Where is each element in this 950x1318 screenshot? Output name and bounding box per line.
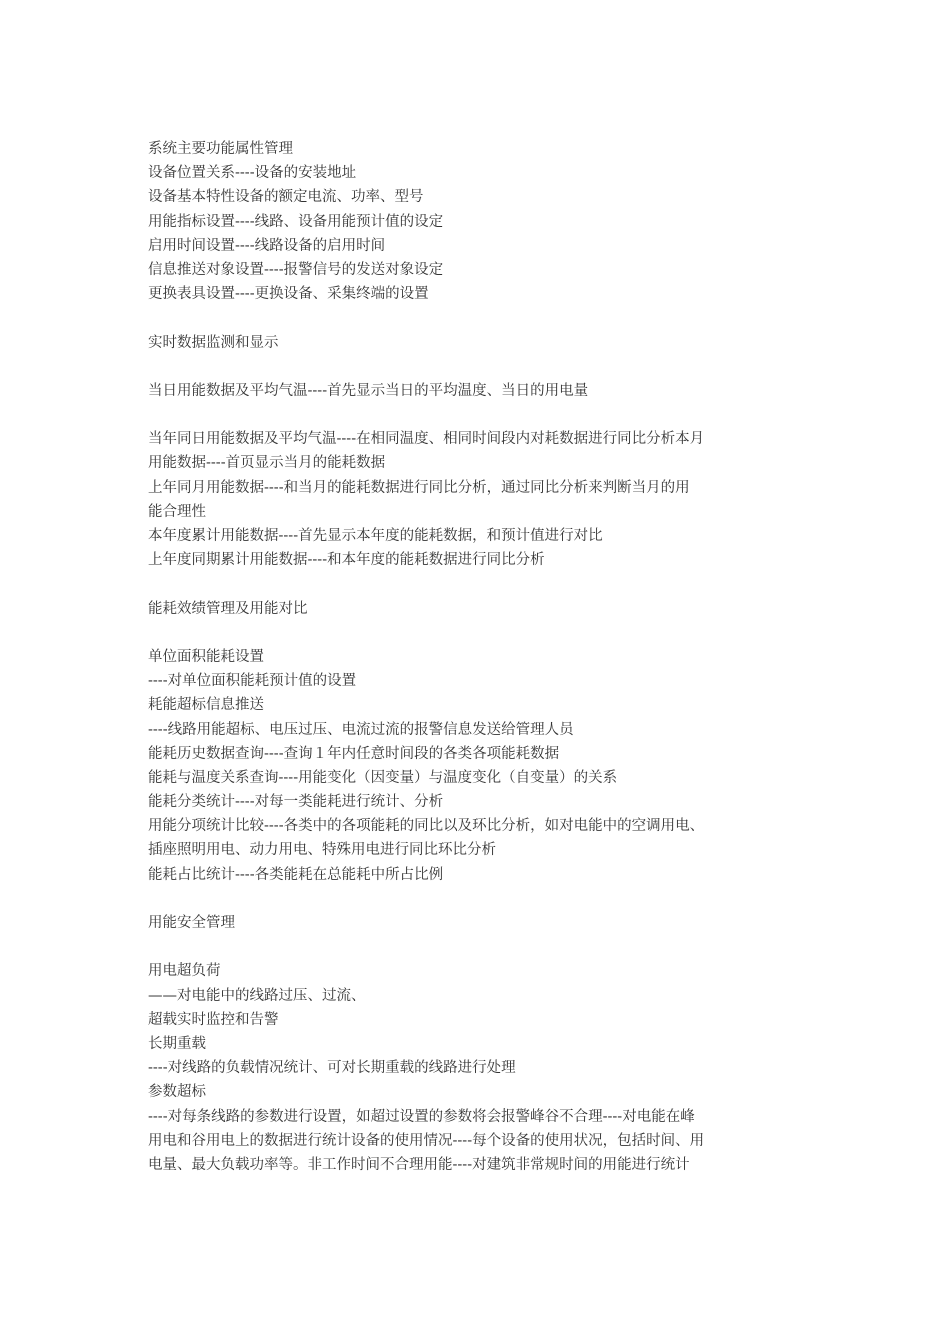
section-title: 实时数据监测和显示 bbox=[148, 334, 279, 351]
text-line: ----对每条线路的参数进行设置，如超过设置的参数将会报警峰谷不合理----对电能在峰 bbox=[148, 1108, 695, 1125]
text-line: ——对电能中的线路过压、过流、 bbox=[148, 987, 366, 1004]
section-title: 能耗效绩管理及用能对比 bbox=[148, 600, 308, 617]
text-line: 能耗占比统计----各类能耗在总能耗中所占比例 bbox=[148, 866, 444, 883]
text-line: 用电超负荷 bbox=[148, 963, 221, 980]
text-line: ----对线路的负载情况统计、可对长期重载的线路进行处理 bbox=[148, 1060, 516, 1077]
text-line: 超载实时监控和告警 bbox=[148, 1011, 279, 1028]
text-line: 能合理性 bbox=[148, 503, 206, 520]
text-line: 启用时间设置----线路设备的启用时间 bbox=[148, 237, 386, 254]
text-line: 上年度同期累计用能数据----和本年度的能耗数据进行同比分析 bbox=[148, 552, 545, 569]
text-line: 长期重载 bbox=[148, 1035, 206, 1052]
text-line: 能耗历史数据查询----查询１年内任意时间段的各类各项能耗数据 bbox=[148, 745, 560, 762]
document-body bbox=[148, 137, 808, 1177]
text-line: 用电和谷用电上的数据进行统计设备的使用情况----每个设备的使用状况，包括时间、用 bbox=[148, 1132, 705, 1149]
text-line: 单位面积能耗设置 bbox=[148, 648, 264, 665]
text-line: 当日用能数据及平均气温----首先显示当日的平均温度、当日的用电量 bbox=[148, 382, 589, 399]
blank-line bbox=[148, 572, 808, 596]
text-line: 能耗分类统计----对每一类能耗进行统计、分析 bbox=[148, 794, 444, 811]
text-line: 耗能超标信息推送 bbox=[148, 697, 264, 714]
text-line: 设备位置关系----设备的安装地址 bbox=[148, 165, 357, 182]
text-line: 设备基本特性设备的额定电流、功率、型号 bbox=[148, 189, 424, 206]
text-line: 参数超标 bbox=[148, 1084, 206, 1101]
text-line: 更换表具设置----更换设备、采集终端的设置 bbox=[148, 286, 429, 303]
text-line: 本年度累计用能数据----首先显示本年度的能耗数据，和预计值进行对比 bbox=[148, 528, 603, 544]
text-line: 用能指标设置----线路、设备用能预计值的设定 bbox=[148, 213, 444, 230]
text-line: 信息推送对象设置----报警信号的发送对象设定 bbox=[148, 261, 444, 278]
text-line: 用能分项统计比较----各类中的各项能耗的同比以及环比分析，如对电能中的空调用电、 bbox=[148, 818, 705, 835]
section-title: 系统主要功能属性管理 bbox=[148, 141, 293, 157]
text-line: ----线路用能超标、电压过压、电流过流的报警信息发送给管理人员 bbox=[148, 721, 574, 738]
blank-line bbox=[148, 306, 808, 330]
section-title: 用能安全管理 bbox=[148, 915, 235, 931]
blank-line bbox=[148, 621, 808, 645]
text-line: ----对单位面积能耗预计值的设置 bbox=[148, 673, 357, 690]
text-line: 上年同月用能数据----和当月的能耗数据进行同比分析，通过同比分析来判断当月的用 bbox=[148, 479, 690, 496]
text-line: 当年同日用能数据及平均气温----在相同温度、相同时间段内对耗数据进行同比分析本月 bbox=[148, 431, 705, 448]
text-line: 插座照明用电、动力用电、特殊用电进行同比环比分析 bbox=[148, 842, 496, 859]
blank-line bbox=[148, 935, 808, 959]
blank-line bbox=[148, 355, 808, 379]
blank-line bbox=[148, 887, 808, 911]
text-line: 能耗与温度关系查询----用能变化（因变量）与温度变化（自变量）的关系 bbox=[148, 769, 618, 786]
text-line: 用能数据----首页显示当月的能耗数据 bbox=[148, 455, 386, 472]
text-line: 电量、最大负载功率等。非工作时间不合理用能----对建筑非常规时间的用能进行统计 bbox=[148, 1156, 690, 1173]
blank-line bbox=[148, 403, 808, 427]
